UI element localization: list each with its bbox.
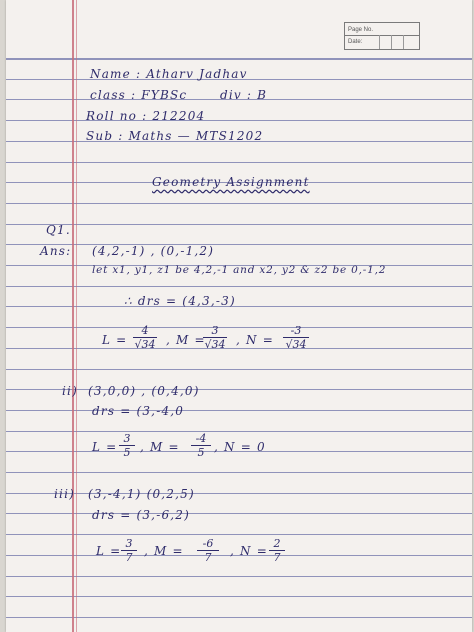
part-iii-m-fraction: -6 7	[196, 537, 220, 564]
part-ii-l-fraction: 3 5	[118, 432, 136, 459]
part-i-n-fraction: -3 √34	[282, 324, 310, 351]
answer-label: Ans:	[40, 244, 72, 258]
part-i-m-label: , M =	[166, 333, 206, 347]
part-iii-l-label: L =	[96, 544, 122, 558]
student-division: div : B	[220, 88, 268, 102]
page-no-label: Page No.	[348, 27, 374, 33]
part-ii-drs: drs = (3,-4,0	[92, 404, 185, 418]
page-no-date-box	[344, 22, 420, 50]
part-i-l-label: L =	[102, 333, 128, 347]
margin-line-secondary	[76, 0, 77, 632]
student-class: class : FYBSc	[90, 88, 188, 102]
student-name: Name : Atharv Jadhav	[90, 67, 248, 81]
part-i-points: (4,2,-1) , (0,-1,2)	[92, 244, 215, 258]
part-ii-m-fraction: -4 5	[190, 432, 212, 459]
part-iii-drs: drs = (3,-6,2)	[92, 508, 191, 522]
part-iii-l-fraction: 3 7	[120, 537, 138, 564]
part-iii-points: (3,-4,1) (0,2,5)	[88, 487, 195, 501]
part-ii-l-label: L =	[92, 440, 118, 454]
subject: Sub : Maths — MTS1202	[86, 129, 264, 143]
question-label: Q1.	[46, 223, 71, 237]
part-iii-n-label: , N =	[230, 544, 268, 558]
part-ii-points: (3,0,0) , (0,4,0)	[88, 384, 200, 398]
margin-line	[72, 0, 74, 632]
part-iii-label: iii)	[54, 487, 75, 501]
roll-number: Roll no : 212204	[86, 109, 206, 123]
date-label: Date:	[348, 39, 363, 45]
part-ii-label: ii)	[62, 384, 78, 398]
part-iii-n-fraction: 2 7	[268, 537, 286, 564]
part-i-l-fraction: 4 √34	[134, 324, 156, 351]
part-ii-m-label: , M =	[140, 440, 180, 454]
part-i-let-line: let x1, y1, z1 be 4,2,-1 and x2, y2 & z2 be 0,-1,2	[92, 264, 387, 276]
part-ii-n: , N = 0	[214, 440, 266, 454]
part-i-n-label: , N =	[236, 333, 274, 347]
part-i-drs: ∴ drs = (4,3,-3)	[124, 294, 236, 308]
part-iii-m-label: , M =	[144, 544, 184, 558]
page-title: Geometry Assignment	[152, 175, 310, 189]
notebook-page	[6, 0, 472, 632]
part-i-m-fraction: 3 √34	[204, 324, 226, 351]
